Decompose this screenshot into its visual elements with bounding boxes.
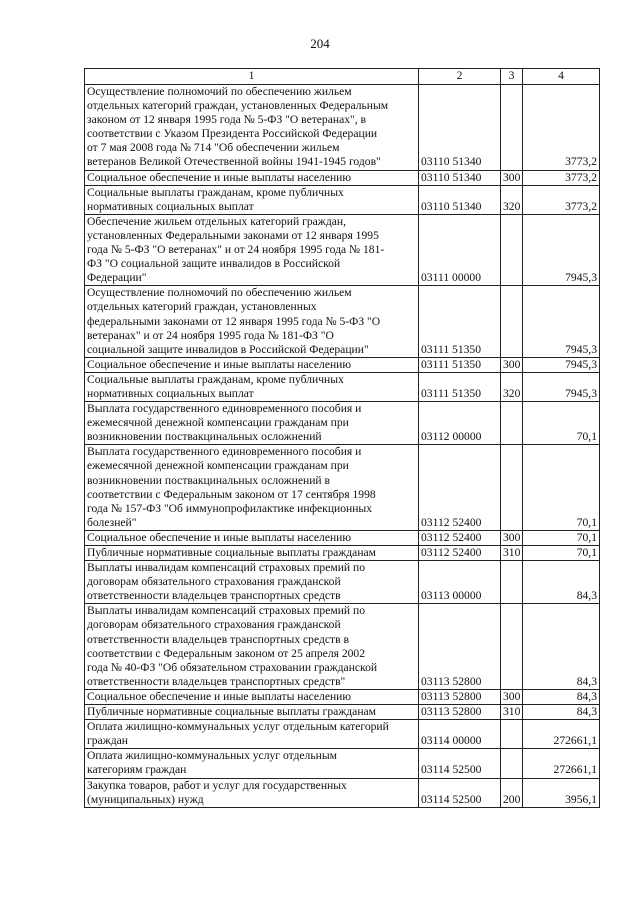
table-row <box>85 546 600 561</box>
row-type <box>501 749 523 778</box>
table-row <box>85 170 600 185</box>
header-type: 3 <box>501 69 523 85</box>
row-name: Выплата государственного единовременного пособия и ежемесячной денежной компенсации гражданам при возникновении поствакцинальных осложнений <box>85 402 419 445</box>
row-type <box>501 720 523 749</box>
row-name: Выплаты инвалидам компенсаций страховых премий по договорам обязательного страхования гражданской ответственности владельцев транспортных средств <box>85 561 419 604</box>
table-row <box>85 705 600 720</box>
row-amount: 3773,2 <box>523 85 600 171</box>
header-code: 2 <box>419 69 501 85</box>
table-row <box>85 561 600 604</box>
table-row <box>85 286 600 357</box>
row-amount: 272661,1 <box>523 749 600 778</box>
row-name: Оплата жилищно-коммунальных услуг отдельным категориям граждан <box>85 749 419 778</box>
table-row <box>85 778 600 807</box>
row-amount: 3773,2 <box>523 170 600 185</box>
row-name: Социальное обеспечение и иные выплаты населению <box>85 530 419 545</box>
row-name: Социальное обеспечение и иные выплаты населению <box>85 689 419 704</box>
row-name: Обеспечение жильем отдельных категорий граждан, установленных Федеральными законами от 12 января 1995 года № 5-ФЗ "О ветеранах" и от 24 ноября 1995 года № 181- ФЗ "О социальной защите инвалидов в Российской Федерации" <box>85 214 419 285</box>
row-code: 03113 52800 <box>419 705 501 720</box>
row-amount: 7945,3 <box>523 372 600 401</box>
row-amount: 3773,2 <box>523 185 600 214</box>
row-amount: 70,1 <box>523 402 600 445</box>
row-code: 03112 00000 <box>419 402 501 445</box>
table-row <box>85 185 600 214</box>
row-code: 03112 52400 <box>419 546 501 561</box>
table-row <box>85 604 600 690</box>
table-row <box>85 530 600 545</box>
row-amount: 3956,1 <box>523 778 600 807</box>
table-row <box>85 357 600 372</box>
table-row <box>85 214 600 285</box>
row-code: 03111 51350 <box>419 357 501 372</box>
row-code: 03114 00000 <box>419 720 501 749</box>
row-type: 300 <box>501 530 523 545</box>
row-code: 03111 00000 <box>419 214 501 285</box>
row-code: 03111 51350 <box>419 286 501 357</box>
row-code: 03111 51350 <box>419 372 501 401</box>
table-row <box>85 720 600 749</box>
row-type <box>501 85 523 171</box>
row-amount: 70,1 <box>523 530 600 545</box>
row-amount: 70,1 <box>523 445 600 531</box>
row-code: 03114 52500 <box>419 749 501 778</box>
row-type: 300 <box>501 170 523 185</box>
row-code: 03110 51340 <box>419 185 501 214</box>
row-type <box>501 214 523 285</box>
row-name: Оплата жилищно-коммунальных услуг отдельным категорий граждан <box>85 720 419 749</box>
row-type: 300 <box>501 357 523 372</box>
row-code: 03110 51340 <box>419 170 501 185</box>
header-amount: 4 <box>523 69 600 85</box>
row-name: Выплата государственного единовременного пособия и ежемесячной денежной компенсации гражданам при возникновении поствакцинальных осложнений в соответствии с Федеральным законом от 17 сентября 1998 года № 157-ФЗ "Об иммунопрофилактике инфекционных болезней" <box>85 445 419 531</box>
row-type <box>501 286 523 357</box>
header-name: 1 <box>85 69 419 85</box>
table-row <box>85 85 600 171</box>
row-amount: 7945,3 <box>523 214 600 285</box>
row-code: 03113 52800 <box>419 604 501 690</box>
row-code: 03114 52500 <box>419 778 501 807</box>
row-type: 320 <box>501 372 523 401</box>
row-code: 03113 52800 <box>419 689 501 704</box>
row-code: 03110 51340 <box>419 85 501 171</box>
row-name: Осуществление полномочий по обеспечению жильем отдельных категорий граждан, установленных Федеральным законом от 12 января 1995 года № 5-ФЗ "О ветеранах", в соответствии с Указом Президента Российской Федерации от 7 мая 2008 года № 714 "Об обеспечении жильем ветеранов Великой Отечественной войны 1941-1945 годов" <box>85 85 419 171</box>
row-name: Социальное обеспечение и иные выплаты населению <box>85 170 419 185</box>
row-type <box>501 402 523 445</box>
table-row <box>85 445 600 531</box>
row-amount: 272661,1 <box>523 720 600 749</box>
row-name: Выплаты инвалидам компенсаций страховых премий по договорам обязательного страхования гражданской ответственности владельцев транспортных средств в соответствии с Федеральным законом от 25 апреля 2002 года № 40-ФЗ "Об обязательном страховании гражданской ответственности владельцев транспортных средств" <box>85 604 419 690</box>
row-code: 03112 52400 <box>419 530 501 545</box>
row-type <box>501 604 523 690</box>
row-amount: 84,3 <box>523 705 600 720</box>
table-row <box>85 402 600 445</box>
page-number: 204 <box>310 36 330 51</box>
row-amount: 84,3 <box>523 604 600 690</box>
row-amount: 7945,3 <box>523 286 600 357</box>
budget-table <box>84 68 600 808</box>
row-name: Социальное обеспечение и иные выплаты населению <box>85 357 419 372</box>
row-name: Закупка товаров, работ и услуг для государственных (муниципальных) нужд <box>85 778 419 807</box>
table-row <box>85 689 600 704</box>
table-header-row <box>85 69 600 85</box>
row-amount: 7945,3 <box>523 357 600 372</box>
row-amount: 70,1 <box>523 546 600 561</box>
row-amount: 84,3 <box>523 561 600 604</box>
row-type: 310 <box>501 546 523 561</box>
table-row <box>85 372 600 401</box>
row-type: 200 <box>501 778 523 807</box>
row-name: Социальные выплаты гражданам, кроме публичных нормативных социальных выплат <box>85 372 419 401</box>
row-name: Социальные выплаты гражданам, кроме публичных нормативных социальных выплат <box>85 185 419 214</box>
row-amount: 84,3 <box>523 689 600 704</box>
row-type <box>501 561 523 604</box>
row-code: 03112 52400 <box>419 445 501 531</box>
table-row <box>85 749 600 778</box>
row-name: Публичные нормативные социальные выплаты гражданам <box>85 705 419 720</box>
row-type <box>501 445 523 531</box>
row-type: 310 <box>501 705 523 720</box>
row-name: Публичные нормативные социальные выплаты гражданам <box>85 546 419 561</box>
row-code: 03113 00000 <box>419 561 501 604</box>
row-name: Осуществление полномочий по обеспечению жильем отдельных категорий граждан, установленных федеральными законами от 12 января 1995 года № 5-ФЗ "О ветеранах" и от 24 ноября 1995 года № 181-ФЗ "О социальной защите инвалидов в Российской Федерации" <box>85 286 419 357</box>
row-type: 320 <box>501 185 523 214</box>
row-type: 300 <box>501 689 523 704</box>
